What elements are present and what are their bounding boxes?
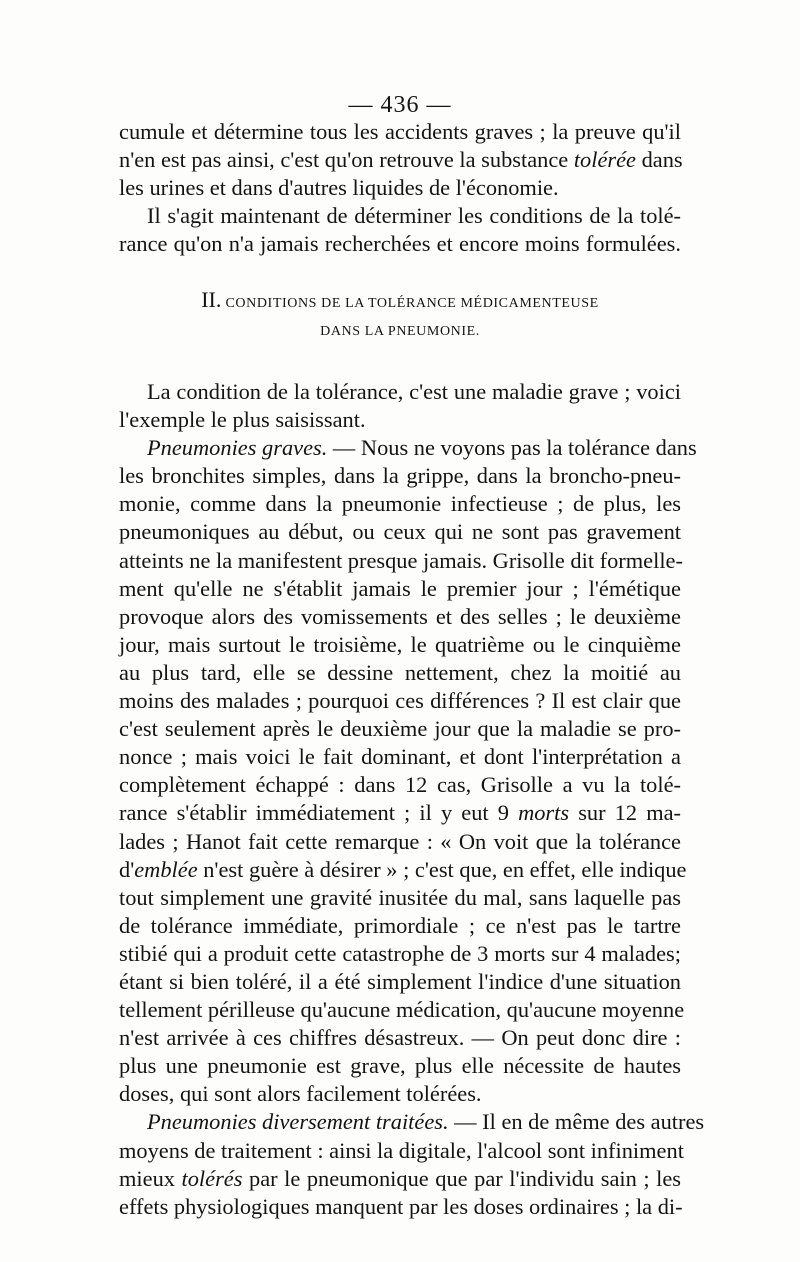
text-line: doses, qui sont alors facilement tolérées. bbox=[119, 1081, 482, 1107]
text-line: stibié qui a produit cette catastrophe de 3 morts sur 4 malades; bbox=[119, 940, 681, 966]
top-paragraph bbox=[119, 118, 681, 258]
text-line: moins des malades ; pourquoi ces différences ? Il est clair que bbox=[119, 688, 681, 714]
page-number: — 436 — bbox=[348, 92, 452, 118]
text-line: Pneumonies graves. — Nous ne voyons pas la tolérance dans bbox=[147, 435, 697, 461]
text-line: atteints ne la manifestent presque jamais. Grisolle dit formelle- bbox=[119, 547, 683, 573]
text-line: les bronchites simples, dans la grippe, dans la broncho-pneu- bbox=[119, 463, 681, 489]
text-line: n'en est pas ainsi, c'est qu'on retrouve la substance tolérée dans bbox=[119, 147, 683, 173]
text-line: nonce ; mais voici le fait dominant, et dont l'interprétation a bbox=[119, 744, 681, 770]
text-line: jour, mais surtout le troisième, le quatrième ou le cinquième bbox=[119, 631, 681, 657]
text-line: de tolérance immédiate, primordiale ; ce n'est pas le tartre bbox=[119, 912, 681, 938]
text-line: rance qu'on n'a jamais recherchées et encore moins formulées. bbox=[119, 231, 681, 257]
text-line: Pneumonies diversement traitées. — Il en de même des autres bbox=[147, 1109, 705, 1135]
text-line: lades ; Hanot fait cette remarque : « On voit que la tolérance bbox=[119, 828, 681, 854]
text-line: ment qu'elle ne s'établit jamais le premier jour ; l'émétique bbox=[119, 575, 681, 601]
text-line: monie, comme dans la pneumonie infectieuse ; de plus, les bbox=[119, 491, 681, 517]
italic-subheading: Pneumonies diversement traitées. bbox=[147, 1109, 449, 1135]
body-text bbox=[119, 378, 705, 1221]
text-line: plus une pneumonie est grave, plus elle nécessite de hautes bbox=[119, 1053, 681, 1079]
text-line: La condition de la tolérance, c'est une maladie grave ; voici bbox=[147, 379, 681, 404]
italic-term: tolérée bbox=[573, 147, 636, 173]
text-line: Il s'agit maintenant de déterminer les conditions de la tolé- bbox=[147, 203, 681, 229]
text-line: c'est seulement après le deuxième jour que la maladie se pro- bbox=[119, 716, 681, 742]
italic-subheading: Pneumonies graves. bbox=[147, 435, 328, 461]
text-line: rance s'établir immédiatement ; il y eut 9 morts sur 12 ma- bbox=[119, 800, 682, 826]
section-number: II. bbox=[201, 287, 222, 312]
text-line: d'emblée n'est guère à désirer » ; c'est que, en effet, elle indique bbox=[119, 856, 687, 882]
text-line: les urines et dans d'autres liquides de l'économie. bbox=[119, 175, 559, 201]
text-line: effets physiologiques manquent par les doses ordinaires ; la di- bbox=[119, 1193, 683, 1219]
text-line: moyens de traitement : ainsi la digitale, l'alcool sont infiniment bbox=[119, 1137, 684, 1163]
text-line: au plus tard, elle se dessine nettement, chez la moitié au bbox=[119, 659, 681, 685]
section-title-line-2: DANS LA PNEUMONIE. bbox=[320, 324, 480, 339]
text-line: pneumoniques au début, ou ceux qui ne sont pas gravement bbox=[119, 519, 681, 545]
text-line: mieux tolérés par le pneumonique que par l'individu sain ; les bbox=[119, 1165, 681, 1191]
text-line: complètement échappé : dans 12 cas, Grisolle a vu la tolé- bbox=[119, 772, 681, 798]
italic-term: tolérés bbox=[181, 1165, 243, 1191]
text-line: tout simplement une gravité inusitée du mal, sans laquelle pas bbox=[119, 884, 681, 910]
text-line: étant si bien toléré, il a été simplement l'indice d'une situation bbox=[119, 968, 681, 994]
section-heading bbox=[0, 287, 800, 342]
text-line: l'exemple le plus saisissant. bbox=[119, 407, 366, 433]
text-line: provoque alors des vomissements et des selles ; le deuxième bbox=[119, 603, 681, 629]
text-line: n'est arrivée à ces chiffres désastreux. — On peut donc dire : bbox=[119, 1025, 681, 1051]
text-line: cumule et détermine tous les accidents graves ; la preuve qu'il bbox=[119, 119, 681, 144]
italic-term: emblée bbox=[134, 856, 198, 882]
section-title-line-1: CONDITIONS DE LA TOLÉRANCE MÉDICAMENTEUSE bbox=[225, 296, 599, 311]
italic-term: morts bbox=[518, 800, 570, 826]
text-line: tellement périlleuse qu'aucune médication, qu'aucune moyenne bbox=[119, 997, 685, 1023]
